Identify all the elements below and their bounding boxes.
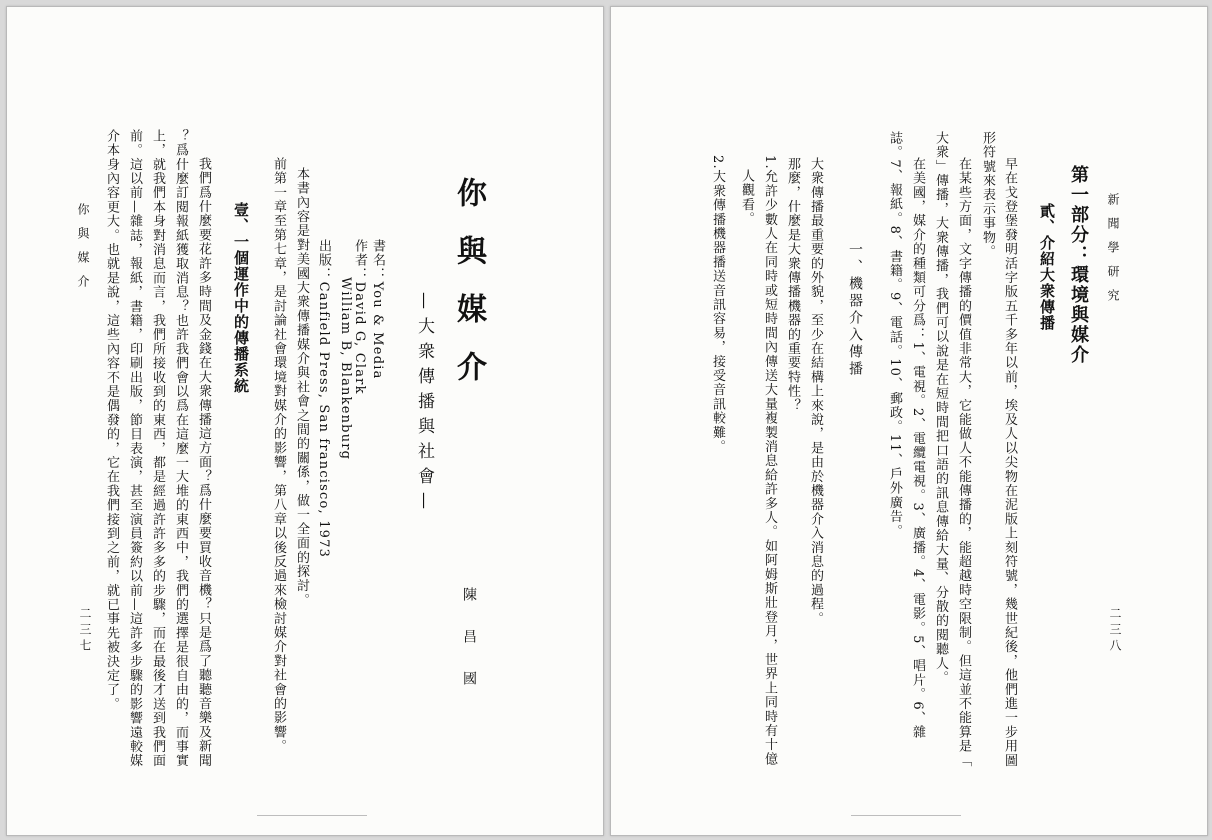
book-info-authors: 作者：David G, Clark <box>352 239 367 395</box>
book-info-title: 書名：You & Media <box>370 239 385 380</box>
subsection-heading: 一、機器介入傳播 <box>847 242 863 378</box>
part-heading: 第一部分：環境與媒介 <box>1068 165 1089 365</box>
body2-line-1: 大衆傳播最重要的外貌，至少在結構上來說，是由於機器介入消息的過程。 <box>808 157 823 626</box>
bottom-rule <box>257 815 367 816</box>
right-page <box>610 6 1208 836</box>
body-line-2: ？爲什麼訂閱報紙獲取消息？也許我們會以爲在這麼一大堆的東西中，我們的選擇是很自由的，而事實 <box>173 129 188 768</box>
body-line-1: 我們爲什麼要花許多時間及金錢在大衆傳播這方面？爲什麼要買收音機？只是爲了聽聽音樂及新聞 <box>196 157 211 768</box>
section-heading: 貳、介紹大衆傳播 <box>1038 203 1056 331</box>
left-page <box>6 6 604 836</box>
body-line-5: 在美國，媒介的種類可分爲：1、電視。2、電纜電視。3、廣播。4、電影。5、唱片。6、雜 <box>910 157 925 740</box>
body2-line-4: 人觀看。 <box>739 169 754 226</box>
author-name: 陳昌國 <box>461 587 477 713</box>
book-info-publisher: 出版：Canfield Press, San francisco, 1973 <box>316 239 331 559</box>
intro-line-1: 本書內容是對美國大衆傳播媒介與社會之間的關係，做一全面的探討。 <box>294 167 309 608</box>
body2-line-3: 1.允許少數人在同時或短時間內傳送大量複製消息給許多人。如阿姆斯壯登月，世界上同時有十億 <box>762 155 777 767</box>
running-header: 新聞學研究 <box>1106 193 1120 313</box>
body-line-2: 形符號來表示事物。 <box>980 131 995 259</box>
body-line-4: 大衆」傳播，大衆傳播，我們可以說是在短時間把口語的訊息傳給大量、分散的閱聽人。 <box>933 131 948 685</box>
bottom-rule <box>851 815 961 816</box>
body-line-4: 前。這以前—雜誌，報紙，書籍，印刷出版，節目表演，甚至演員簽約以前—這許多步驟的影響遠較媒 <box>127 129 142 768</box>
body-line-3: 上，就我們本身對消息而言，我們所接收到的東西，都是經過許許多多的步驟，而在最後才送到我們面 <box>150 129 165 768</box>
body-line-3: 在某些方面，文字傳播的價值非常大，它能做人不能傳播的，能超越時空限制。但這並不能算是「 <box>956 157 971 768</box>
page-number: 二三七 <box>78 607 92 655</box>
section-heading: 壹、一個運作中的傳播系統 <box>232 202 250 394</box>
running-footer-title: 你與媒介 <box>76 203 90 299</box>
body2-line-2: 那麼，什麼是大衆傳播機器的重要特性？ <box>785 157 800 413</box>
book-info-authors-2: William B, Blankenburg <box>338 277 353 461</box>
body-line-6: 誌。7、報紙。8、書籍。9、電話。10、郵政。11、戶外廣告。 <box>887 131 902 539</box>
body-line-5: 介本身內容更大。也就是說，這些內容不是偶發的，它在我們接到之前，就已事先被決定了。 <box>104 129 119 712</box>
book-subtitle: —大衆傳播與社會— <box>414 292 434 517</box>
intro-line-2: 前第一章至第七章，是討論社會環境對媒介的影響，第八章以後反過來檢討媒介對社會的影響。 <box>271 157 286 754</box>
body-line-1: 早在戈登堡發明活字版五千多年以前，埃及人以尖物在泥版上刻符號，幾世紀後，他們進一步用圖 <box>1002 157 1017 768</box>
book-title: 你與媒介 <box>451 177 486 409</box>
body2-line-5: 2.大衆傳播機器播送音訊容易，接受音訊較難。 <box>710 155 725 454</box>
page-number: 二三八 <box>1108 607 1122 655</box>
